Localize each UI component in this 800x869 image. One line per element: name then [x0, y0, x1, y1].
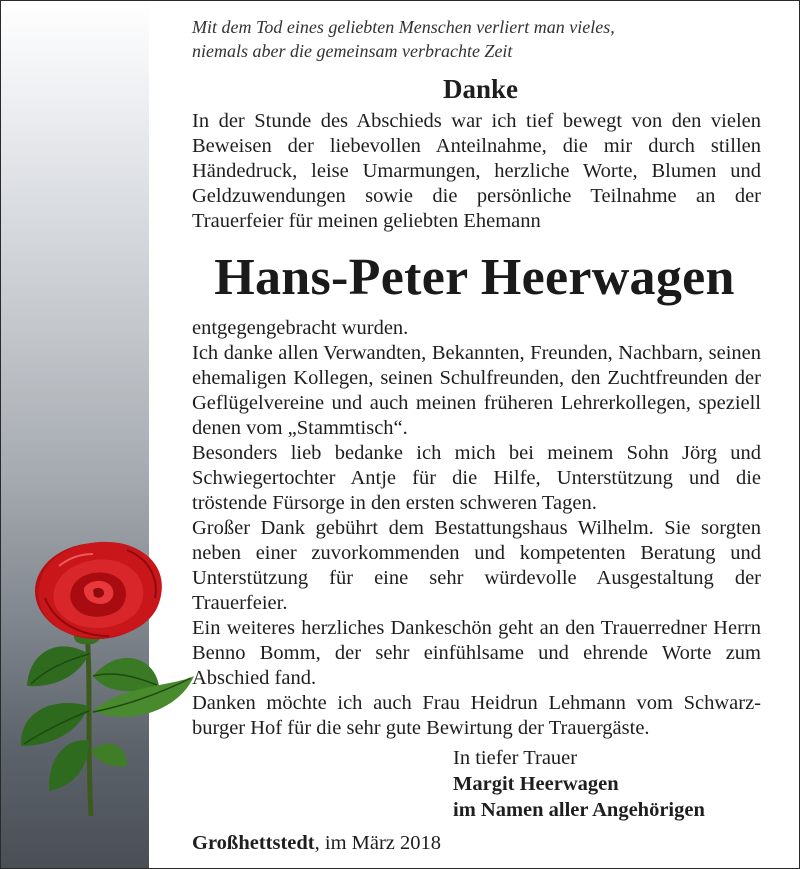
signature-block	[453, 745, 705, 823]
thanks-paragraph-relatives: Ich danke allen Verwandten, Bekannten, Freunden, Nachbarn, seinen ehemaligen Kollegen, seinen Schulfreunden, den Zuchtfreunden der Geflügelvereine und auch meinen früheren Lehrerkollegen, speziell denen vom „Stammtisch“.	[192, 342, 761, 439]
thanks-paragraph-speaker: Ein weiteres herzliches Dankeschön geht an den Trauerredner Herrn Benno Bomm, der sehr einfühlsame und ehrende Worte zum Abschied fand.	[192, 617, 761, 689]
place-city: Großhettstedt	[192, 832, 315, 854]
after-name-line: entgegengebracht wurden.	[192, 317, 409, 339]
heading-danke: Danke	[442, 74, 518, 104]
motto-line-1: Mit dem Tod eines geliebten Menschen verliert man vieles,	[192, 17, 615, 37]
place-date: , im März 2018	[314, 832, 442, 854]
red-rose-icon	[9, 536, 199, 836]
place-and-date	[192, 830, 441, 856]
signature-line-trauer: In tiefer Trauer	[453, 747, 578, 769]
thanks-paragraph-catering: Danken möchte ich auch Frau Heidrun Lehmann vom Schwarzburger Hof für die sehr gute Bewirtung der Trauergäste.	[192, 692, 761, 739]
motto-line-2: niemals aber die gemeinsam verbrachte Zeit	[192, 41, 513, 61]
signature-relatives: im Namen aller Angehörigen	[453, 799, 705, 821]
thanks-paragraph-family: Besonders lieb bedanke ich mich bei meinem Sohn Jörg und Schwiegertochter Antje für die Hilfe, Unterstützung und die tröstende Fürsorge in den ersten schweren Tagen.	[192, 442, 761, 514]
notice-text-column	[192, 15, 761, 741]
deceased-name: Hans-Peter Heerwagen	[214, 249, 735, 306]
signature-name: Margit Heerwagen	[453, 773, 619, 795]
thanks-paragraph-funeral-home: Großer Dank gebührt dem Bestattungshaus Wilhelm. Sie sorgten neben einer zuvorkommenden und kompetenten Beratung und Unterstützung für eine sehr würdevolle Ausgestaltung der Trauerfeier.	[192, 517, 761, 614]
intro-paragraph: In der Stunde des Abschieds war ich tief bewegt von den vielen Beweisen der liebevollen Anteilnahme, die mir durch stillen Händedruck, leise Umarmungen, herzliche Worte, Blumen und Geldzuwendungen sowie die persönliche Teilnahme an der Trauerfeier für meinen geliebten Ehemann	[192, 110, 761, 232]
